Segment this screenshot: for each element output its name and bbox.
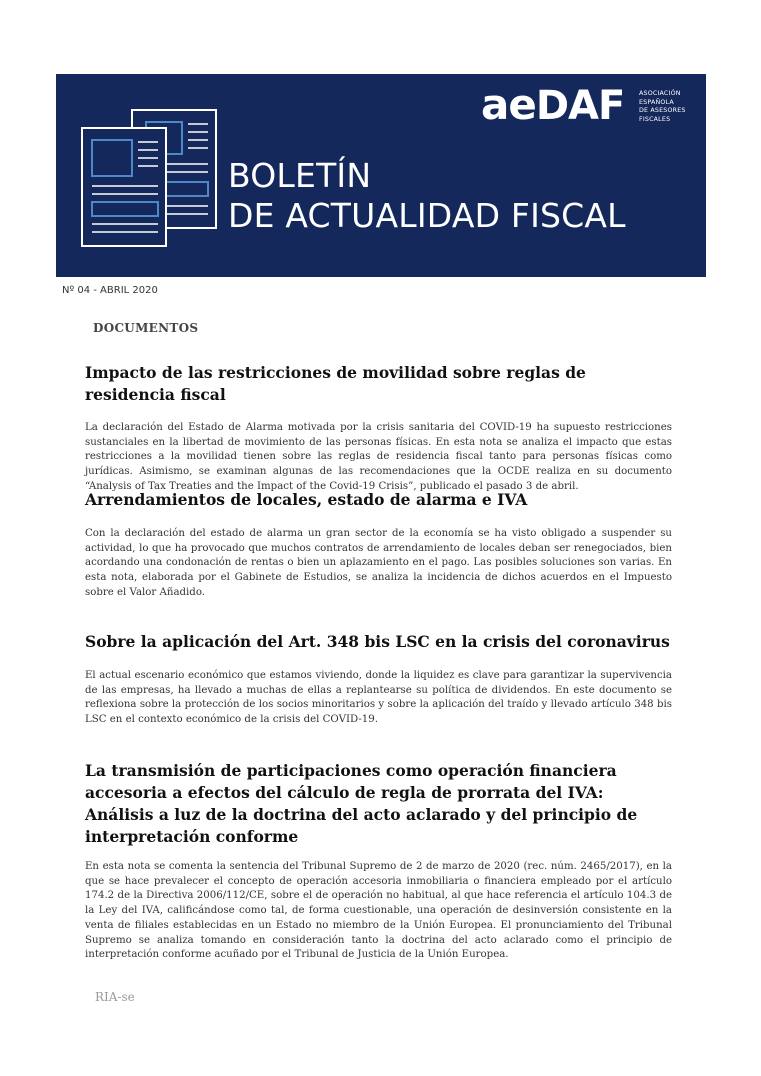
section-label: DOCUMENTOS [93, 321, 199, 335]
issue-number: Nº 04 - ABRIL 2020 [62, 285, 158, 296]
article-body: En esta nota se comenta la sentencia del Tribunal Supremo de 2 de marzo de 2020 (rec. núm. 2465/2017), en la que se hace prevalecer el concepto de operación accesoria inmobiliaria o financiera empleado por el artículo 174.2 de la Directiva 2006/112/CE, sobre el de operación no habitual, al que hace referencia el artículo 104.3 de la Ley del IVA, calificándose como tal, de forma cuestionable, una operación de desinversión consistente en la venta de filiales establecidas en un Estado no miembro de la Unión Europea. El pronunciamiento del Tribunal Supremo se analiza tomando en consideración tanto la doctrina del acto aclarado como el principio de interpretación conforme acuñado por el Tribunal de Justicia de la Unión Europea. [85, 861, 672, 961]
article-title[interactable]: Sobre la aplicación del Art. 348 bis LSC en la crisis del coronavirus [85, 632, 670, 651]
header-banner [56, 74, 706, 277]
article [85, 489, 672, 601]
article [85, 362, 672, 495]
article-title[interactable]: Impacto de las restricciones de movilidad sobre reglas de residencia fiscal [85, 363, 586, 404]
documents-icon [80, 108, 220, 253]
bulletin-title-line2: DE ACTUALIDAD FISCAL [228, 196, 626, 235]
article-title[interactable]: La transmisión de participaciones como operación financiera accesoria a efectos del cálculo de regla de prorrata del IVA: Análisis a luz de la doctrina del acto aclarado y del principio de interpretación conforme [85, 761, 638, 846]
article [85, 760, 672, 963]
logo-wordmark: aeDAF [481, 80, 625, 129]
logo-subtitle: ASOCIACIÓN ESPAÑOLA DE ASESORES FISCALES [639, 90, 686, 123]
bulletin-title-line1: BOLETÍN [228, 156, 372, 195]
article-body: Con la declaración del estado de alarma un gran sector de la economía se ha visto obligado a suspender su actividad, lo que ha provocado que muchos contratos de arrendamiento de locales deban ser renegociados, bien acordando una condonación de rentas o bien un aplazamiento en el pago. Las posibles soluciones son varias. En esta nota, elaborada por el Gabinete de Estudios, se analiza la incidencia de dichos acuerdos en el Impuesto sobre el Valor Añadido. [85, 528, 672, 598]
bulletin-title [228, 156, 626, 236]
article-body: La declaración del Estado de Alarma motivada por la crisis sanitaria del COVID-19 ha supuesto restricciones sustanciales en la libertad de movimiento de las personas físicas. En esta nota se analiza el impacto que estas restricciones a la movilidad tienen sobre las reglas de residencia fiscal tanto para personas físicas como jurídicas. Asimismo, se examinan algunas de las recomendaciones que la OCDE realiza en su documento “Analysis of Tax Treaties and the Impact of the Covid-19 Crisis”, publicado el pasado 3 de abril. [85, 422, 672, 492]
article-body: El actual escenario económico que estamos viviendo, donde la liquidez es clave para garantizar la supervivencia de las empresas, ha llevado a muchas de ellas a replantearse su política de dividendos. En este documento se reflexiona sobre la protección de los socios minoritarios y sobre la aplicación del traído y llevado artículo 348 bis LSC en el contexto económico de la crisis del COVID-19. [85, 670, 672, 726]
footer-source: RIA-se [95, 990, 135, 1004]
article [85, 631, 672, 728]
article-title[interactable]: Arrendamientos de locales, estado de alarma e IVA [85, 490, 528, 509]
